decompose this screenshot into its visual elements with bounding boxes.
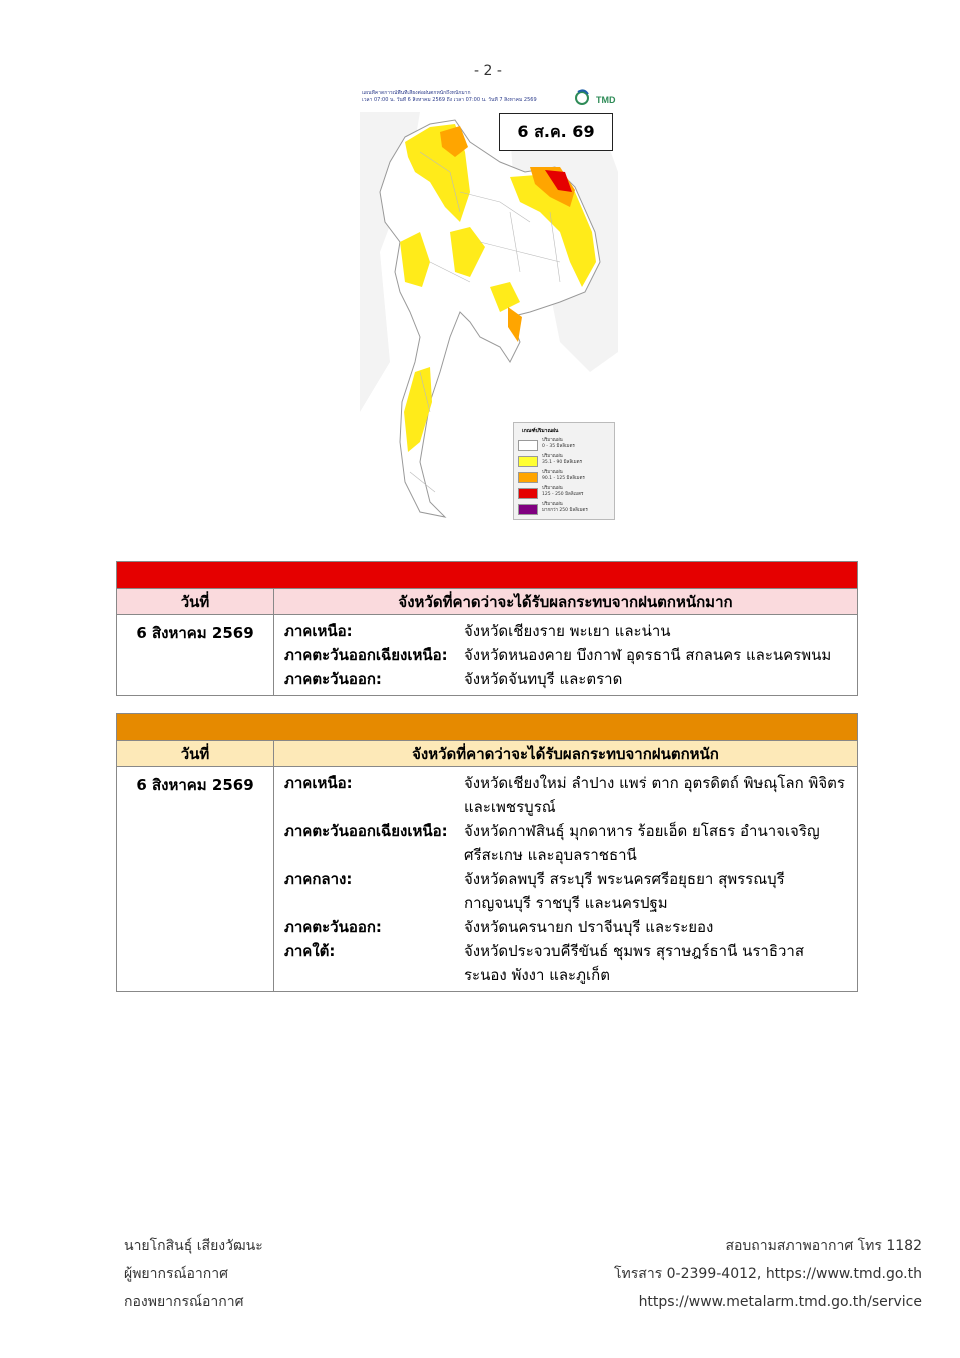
legend-swatch — [518, 456, 538, 467]
region-name: ภาคเหนือ: — [284, 774, 353, 792]
table-header-row — [117, 741, 858, 767]
legend-swatch — [518, 440, 538, 451]
legend-item — [518, 438, 614, 452]
map-title: แผนที่คาดการณ์พื้นที่เสี่ยงต่อฝนตกหนักถึงหนักมาก — [362, 90, 471, 96]
region-provinces: จังหวัดนครนายก ปราจีนบุรี และระยอง — [464, 918, 714, 936]
region-row — [284, 667, 857, 691]
header-date: วันที่ — [117, 741, 274, 767]
region-name: ภาคตะวันออกเฉียงเหนือ: — [284, 822, 448, 840]
region-provinces: จังหวัดเชียงราย พะเยา และน่าน — [464, 622, 671, 640]
map-legend — [513, 422, 615, 520]
map-date-label: 6 ส.ค. 69 — [499, 113, 613, 151]
map-header — [362, 90, 562, 103]
legend-label: ปริมาณฝน — [542, 502, 563, 507]
legend-range: 0 - 35 มิลลิเมตร — [542, 443, 575, 449]
tmd-logo-text: TMD — [596, 95, 616, 105]
contact-url[interactable]: https://www.metalarm.tmd.go.th/service — [638, 1294, 922, 1310]
region-row — [284, 867, 857, 915]
legend-item — [518, 486, 614, 500]
legend-label: ปริมาณฝน — [542, 470, 563, 475]
header-date: วันที่ — [117, 589, 274, 615]
table-row — [117, 767, 858, 992]
heavy-rain-table — [116, 713, 858, 992]
row-date: 6 สิงหาคม 2569 — [136, 624, 254, 642]
legend-title: เกณฑ์ปริมาณฝน — [522, 428, 559, 434]
region-name: ภาคกลาง: — [284, 870, 353, 888]
tmd-logo-icon — [566, 88, 618, 110]
region-row — [284, 643, 857, 667]
contact-fax[interactable]: โทรสาร 0-2399-4012, https://www.tmd.go.th — [614, 1266, 922, 1282]
table-row — [117, 615, 858, 696]
legend-label: ปริมาณฝน — [542, 438, 563, 443]
legend-label: ปริมาณฝน — [542, 454, 563, 459]
region-provinces: จังหวัดกาฬสินธุ์ มุกดาหาร ร้อยเอ็ด ยโสธร อำนาจเจริญ ศรีสะเกษ และอุบลราชธานี — [464, 822, 820, 864]
region-row — [284, 619, 857, 643]
region-name: ภาคตะวันออก: — [284, 918, 382, 936]
legend-range: 35.1 - 90 มิลลิเมตร — [542, 459, 582, 465]
map-period: เวลา 07:00 น. วันที่ 6 สิงหาคม 2569 ถึง เวลา 07:00 น. วันที่ 7 สิงหาคม 2569 — [362, 96, 537, 103]
region-row — [284, 771, 857, 819]
footer-signature — [124, 1232, 263, 1316]
region-name: ภาคเหนือ: — [284, 622, 353, 640]
row-date: 6 สิงหาคม 2569 — [136, 776, 254, 794]
region-name: ภาคตะวันออก: — [284, 670, 382, 688]
header-title: จังหวัดที่คาดว่าจะได้รับผลกระทบจากฝนตกหนักมาก — [274, 589, 858, 615]
header-title: จังหวัดที่คาดว่าจะได้รับผลกระทบจากฝนตกหนัก — [274, 741, 858, 767]
legend-range: 90.1 - 125 มิลลิเมตร — [542, 475, 585, 481]
legend-item — [518, 502, 614, 516]
region-provinces: จังหวัดเชียงใหม่ ลำปาง แพร่ ตาก อุตรดิตถ์ พิษณุโลก พิจิตร และเพชรบูรณ์ — [464, 774, 845, 816]
region-name: ภาคตะวันออกเฉียงเหนือ: — [284, 646, 448, 664]
legend-swatch — [518, 488, 538, 499]
legend-swatch — [518, 504, 538, 515]
region-provinces: จังหวัดลพบุรี สระบุรี พระนครศรีอยุธยา สุพรรณบุรี กาญจนบุรี ราชบุรี และนครปฐม — [464, 870, 785, 912]
region-row — [284, 939, 857, 987]
forecast-office: กองพยากรณ์อากาศ — [124, 1294, 244, 1310]
region-row — [284, 819, 857, 867]
rainfall-forecast-map — [360, 88, 618, 524]
red-warning-band — [117, 562, 858, 589]
legend-label: ปริมาณฝน — [542, 486, 563, 491]
page-number: - 2 - — [474, 63, 502, 79]
very-heavy-rain-table — [116, 561, 858, 696]
legend-range: 125 - 250 มิลลิเมตร — [542, 491, 584, 497]
region-provinces: จังหวัดจันทบุรี และตราด — [464, 670, 623, 688]
region-row — [284, 915, 857, 939]
table-header-row — [117, 589, 858, 615]
footer-contact — [614, 1232, 922, 1316]
region-name: ภาคใต้: — [284, 942, 336, 960]
forecaster-name: นายโกสินธุ์ เสียงวัฒนะ — [124, 1238, 263, 1254]
legend-item — [518, 470, 614, 484]
legend-range: มากกว่า 250 มิลลิเมตร — [542, 507, 588, 513]
legend-swatch — [518, 472, 538, 483]
orange-warning-band — [117, 714, 858, 741]
forecaster-role: ผู้พยากรณ์อากาศ — [124, 1266, 228, 1282]
region-provinces: จังหวัดประจวบคีรีขันธ์ ชุมพร สุราษฎร์ธานี นราธิวาส ระนอง พังงา และภูเก็ต — [464, 942, 804, 984]
contact-phone: สอบถามสภาพอากาศ โทร 1182 — [725, 1238, 922, 1254]
region-provinces: จังหวัดหนองคาย บึงกาฬ อุดรธานี สกลนคร และนครพนม — [464, 646, 832, 664]
legend-item — [518, 454, 614, 468]
